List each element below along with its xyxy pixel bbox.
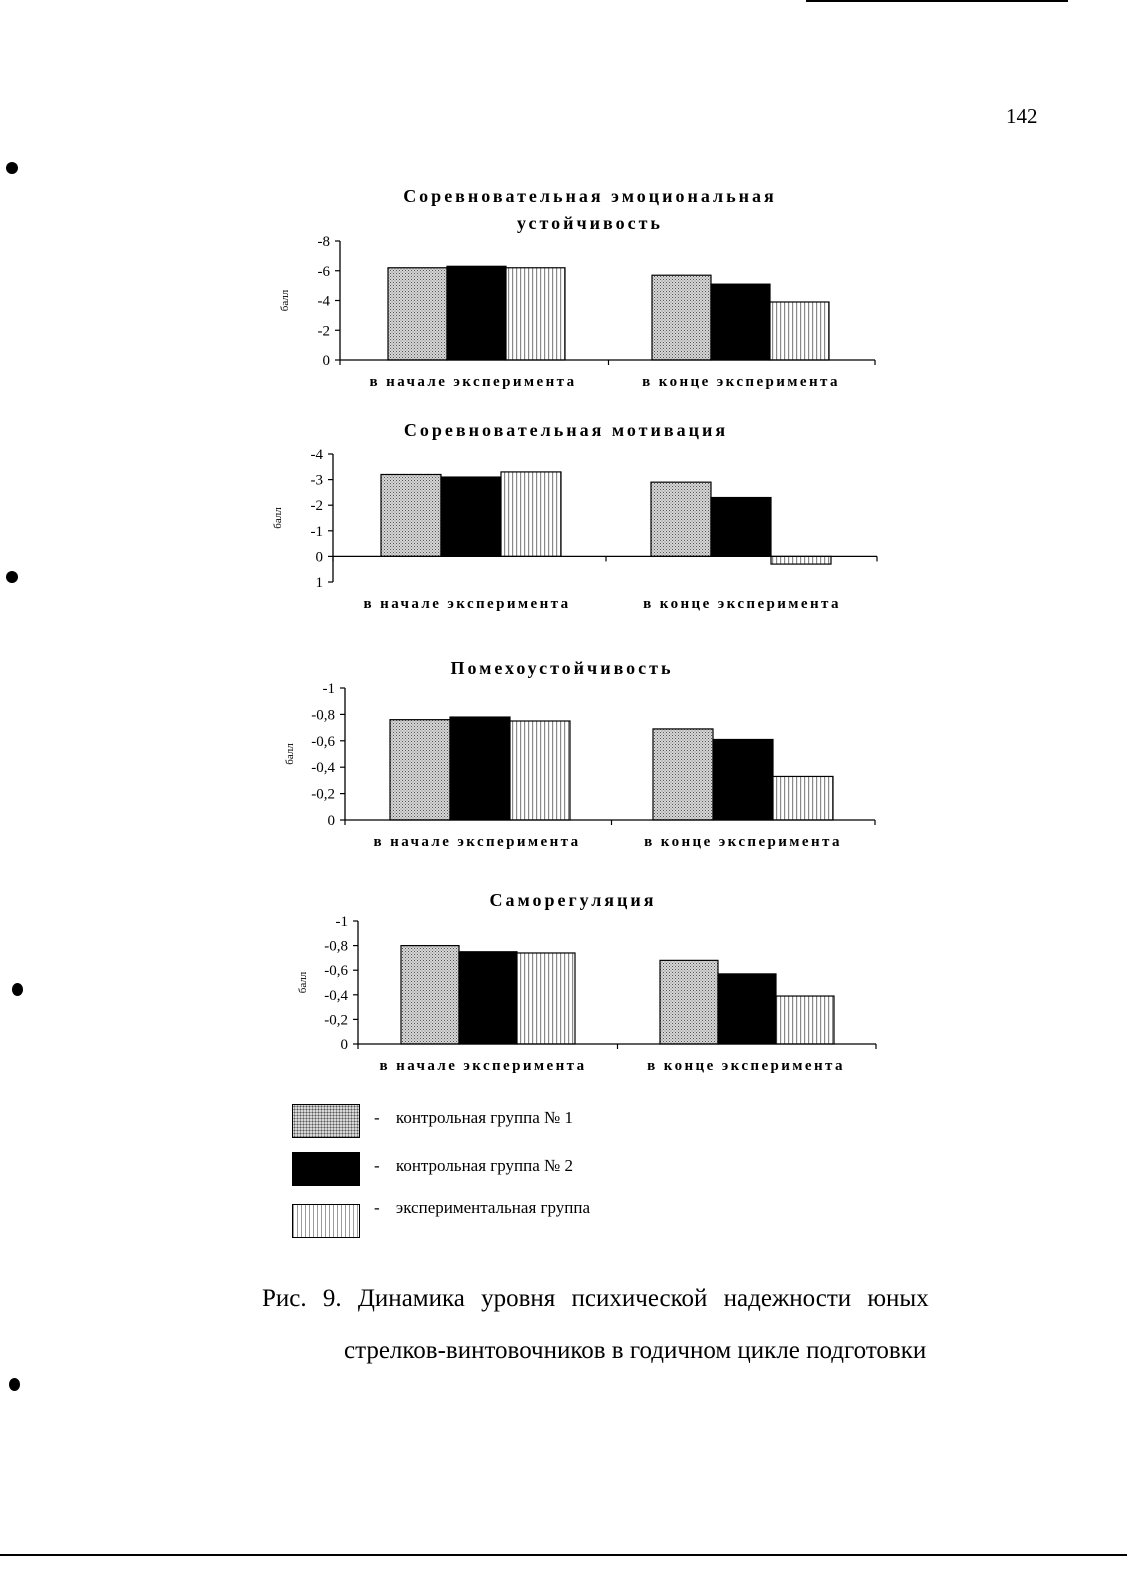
- bar-control-1: [381, 474, 441, 556]
- legend-marker: -: [374, 1108, 380, 1127]
- legend-label: контрольная группа № 2: [395, 1156, 573, 1175]
- scan-mark-dot: [9, 1378, 20, 1391]
- y-tick-label: -0,4: [324, 987, 348, 1004]
- chart-title: Соревновательная эмоциональная: [403, 186, 777, 206]
- y-tick-label: -0,8: [324, 938, 348, 955]
- y-tick-label: -2: [310, 498, 323, 515]
- bar-control-1: [390, 720, 450, 820]
- legend-marker: -: [374, 1198, 380, 1217]
- legend-label: экспериментальная группа: [395, 1198, 591, 1217]
- category-label: в начале эксперимента: [373, 834, 581, 850]
- y-tick-label: -2: [317, 323, 330, 340]
- y-axis-label: балл: [284, 743, 296, 765]
- y-tick-label: -0,2: [311, 786, 335, 803]
- y-tick-label: -8: [317, 234, 330, 250]
- y-axis-label: балл: [272, 507, 284, 529]
- bar-experimental: [771, 556, 831, 564]
- y-axis-label: балл: [297, 971, 309, 994]
- y-tick-label: -1: [335, 914, 348, 930]
- bar-control-1: [653, 729, 713, 820]
- y-tick-label: -3: [310, 472, 323, 489]
- category-label: в конце эксперимента: [647, 1058, 845, 1074]
- y-tick-label: -0,6: [324, 963, 348, 980]
- bar-chart-4: [297, 890, 876, 1074]
- bar-experimental: [510, 721, 570, 820]
- legend-swatch-experimental: [292, 1204, 360, 1238]
- chart-title: Саморегуляция: [489, 890, 657, 910]
- category-label: в конце эксперимента: [644, 834, 842, 850]
- category-label: в конце эксперимента: [643, 596, 841, 612]
- bar-experimental: [501, 472, 561, 556]
- legend-swatch-control-2: [292, 1152, 360, 1186]
- legend-marker: -: [374, 1156, 380, 1175]
- bar-control-2: [711, 498, 771, 557]
- bottom-edge-line: [0, 1554, 1127, 1556]
- category-label: в начале эксперимента: [369, 374, 577, 390]
- y-tick-label: 0: [315, 549, 323, 566]
- legend-swatch-control-1: [292, 1104, 360, 1138]
- category-label: в начале эксперимента: [379, 1058, 587, 1074]
- caption-line-1: Рис. 9. Динамика уровня психической надежности юных: [262, 1285, 929, 1312]
- bar-chart-2: [272, 420, 877, 612]
- y-tick-label: -1: [322, 681, 335, 697]
- y-tick-label: -6: [317, 263, 330, 280]
- y-tick-label: 0: [322, 353, 330, 369]
- y-tick-label: -0,8: [311, 707, 335, 724]
- y-tick-label: -4: [317, 293, 330, 310]
- bar-control-2: [441, 477, 501, 556]
- y-axis-label: балл: [279, 289, 291, 312]
- bar-experimental: [776, 996, 834, 1044]
- caption-line-2: стрелков-винтовочников в годичном цикле подготовки: [344, 1337, 927, 1364]
- category-label: в начале эксперимента: [363, 596, 571, 612]
- bar-control-1: [652, 275, 711, 360]
- bar-experimental: [517, 953, 575, 1044]
- bar-control-2: [711, 284, 770, 360]
- chart-title: устойчивость: [517, 213, 663, 233]
- legend-label: контрольная группа № 1: [395, 1108, 573, 1127]
- bar-control-2: [459, 952, 517, 1044]
- y-tick-label: -0,2: [324, 1012, 348, 1029]
- chart-title: Помехоустойчивость: [450, 658, 674, 678]
- category-label: в конце эксперимента: [642, 374, 840, 390]
- bar-experimental: [773, 776, 833, 820]
- y-tick-label: 0: [327, 813, 335, 829]
- y-tick-label: -4: [310, 447, 323, 463]
- bar-control-2: [713, 739, 773, 820]
- y-tick-label: -1: [310, 523, 323, 540]
- page-number: 142: [1006, 104, 1038, 128]
- bar-chart-3: [284, 658, 875, 850]
- bar-control-1: [660, 960, 718, 1044]
- bar-control-1: [651, 482, 711, 556]
- bar-control-1: [388, 268, 447, 360]
- chart-title: Соревновательная мотивация: [403, 420, 729, 440]
- bar-control-2: [718, 974, 776, 1044]
- bar-experimental: [770, 302, 829, 360]
- y-tick-label: -0,4: [311, 760, 335, 777]
- bar-control-1: [401, 946, 459, 1044]
- y-tick-label: 1: [315, 575, 323, 591]
- bar-control-2: [447, 266, 506, 360]
- y-tick-label: 0: [340, 1037, 348, 1053]
- bar-chart-1: [279, 186, 875, 390]
- y-tick-label: -0,6: [311, 733, 335, 750]
- bar-control-2: [450, 717, 510, 820]
- bar-experimental: [506, 268, 565, 360]
